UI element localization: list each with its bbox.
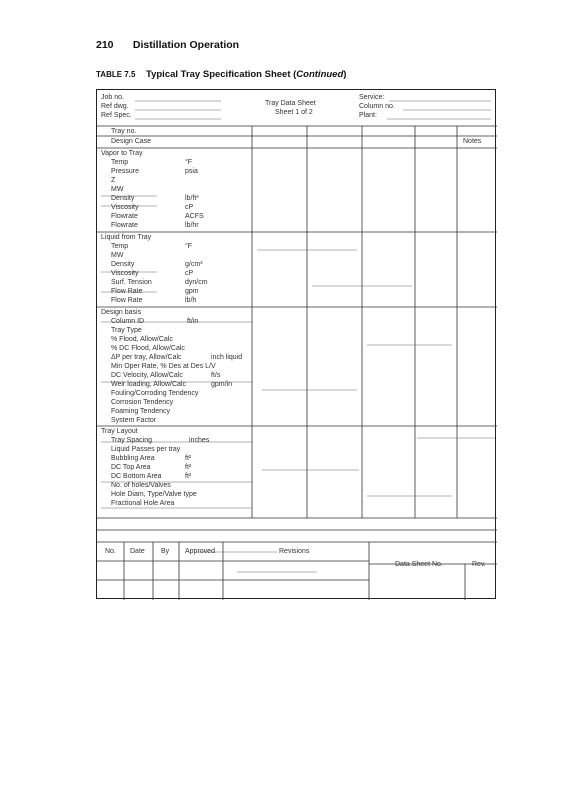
vapor-row-label: Temp: [111, 159, 129, 166]
liquid-row-unit: gpm: [185, 288, 199, 295]
job-no-label: Job no.: [101, 94, 124, 101]
rev-col-date: Date: [130, 548, 145, 555]
design-basis-row-label: System Factor: [111, 417, 157, 424]
rev-col-approved: Approved: [185, 548, 215, 555]
data-sheet-no-label: Data Sheet No.: [395, 561, 443, 568]
table-number: TABLE 7.5: [96, 70, 136, 79]
tray-layout-row-unit: inches: [189, 437, 210, 444]
running-header: [96, 39, 239, 51]
running-title: Distillation Operation: [132, 39, 240, 51]
vapor-row-unit: ACFS: [185, 213, 204, 220]
column-no-label: Column no.: [359, 103, 395, 110]
design-basis-row-label: DC Velocity, Allow/Calc: [111, 372, 183, 379]
vapor-row-label: Density: [111, 195, 135, 202]
sheet-title: Tray Data Sheet: [265, 100, 316, 107]
table-title: Typical Tray Specification Sheet (: [146, 69, 297, 80]
liquid-row-label: Density: [111, 261, 135, 268]
vapor-row-unit: lb/ft³: [185, 195, 199, 202]
tray-layout-row-label: Fractional Hole Area: [111, 500, 175, 507]
tray-layout-row-unit: ft²: [185, 455, 192, 462]
liquid-row-unit: g/cm³: [185, 261, 203, 268]
vapor-row-unit: lb/hr: [185, 222, 199, 229]
design-basis-row-label: Min Oper Rate, % Des at Des L/V: [111, 363, 216, 370]
vapor-row-label: Flowrate: [111, 213, 138, 220]
liquid-row-label: Flow Rate: [111, 297, 143, 304]
tray-layout-row-label: Liquid Passes per tray: [111, 446, 181, 453]
liquid-row-unit: lb/h: [185, 297, 197, 304]
tray-layout-row-label: DC Bottom Area: [111, 473, 162, 480]
liquid-section-title: Liquid from Tray: [101, 234, 152, 241]
vapor-row-label: Z: [111, 177, 116, 184]
rev-col-by: By: [161, 548, 170, 555]
table-title-italic: Continued: [296, 69, 344, 80]
design-case-label: Design Case: [111, 138, 152, 145]
design-basis-row-label: Weir loading, Allow/Calc: [111, 381, 186, 388]
service-label: Service:: [359, 94, 385, 101]
tray-layout-title: Tray Layout: [101, 428, 138, 435]
tray-no-label: Tray no.: [111, 128, 137, 135]
tray-layout-row-label: Bubbling Area: [111, 455, 155, 462]
design-basis-row-label: Corrosion Tendency: [111, 399, 174, 406]
design-basis-row-label: Foaming Tendency: [111, 408, 171, 415]
tray-layout-row-label: No. of holes/Valves: [111, 482, 171, 489]
design-basis-row-label: % Flood, Allow/Calc: [111, 336, 173, 343]
vapor-row-label: Flowrate: [111, 222, 138, 229]
design-basis-row-unit: gpm/in: [211, 381, 233, 388]
vapor-row-unit: °F: [185, 159, 193, 166]
ref-dwg-label: Ref dwg.: [101, 103, 129, 110]
design-basis-row-label: Tray Type: [111, 327, 142, 334]
design-basis-row-unit: ft/in: [187, 318, 199, 325]
vapor-row-label: Viscosity: [111, 204, 139, 211]
liquid-row-label: Flow Rate: [111, 288, 143, 295]
rev-col-no: No.: [105, 548, 116, 555]
vapor-section-title: Vapor to Tray: [101, 150, 143, 157]
vapor-row-label: Pressure: [111, 168, 140, 175]
tray-layout-row-label: Hole Diam, Type/Valve type: [111, 491, 197, 498]
sheet-of: Sheet 1 of 2: [275, 109, 313, 116]
tray-layout-row-unit: ft²: [185, 473, 192, 480]
tray-spec-sheet: [96, 89, 496, 599]
design-basis-row-unit: inch liquid: [211, 354, 243, 361]
ref-spec-label: Ref Spec.: [101, 112, 132, 119]
liquid-row-label: Surf. Tension: [111, 279, 152, 286]
liquid-row-label: MW: [111, 252, 124, 259]
tray-layout-row-unit: ft²: [185, 464, 192, 471]
rev-col-revisions: Revisions: [279, 548, 310, 555]
design-basis-row-label: % DC Flood, Allow/Calc: [111, 345, 185, 352]
design-basis-row-label: Column ID: [111, 318, 145, 325]
design-basis-title: Design basis: [101, 309, 142, 316]
plant-label: Plant:: [359, 112, 377, 119]
notes-label: Notes: [463, 138, 482, 145]
liquid-row-unit: dyn/cm: [185, 279, 208, 286]
design-basis-row-unit: ft/s: [211, 372, 221, 379]
liquid-row-label: Viscosity: [111, 270, 139, 277]
liquid-row-label: Temp: [111, 243, 129, 250]
tray-layout-row-label: Tray Spacing: [111, 437, 152, 444]
design-basis-row-label: ΔP per tray, Allow/Calc: [111, 354, 182, 361]
vapor-row-unit: cP: [185, 204, 194, 211]
rev-label: Rev.: [472, 561, 486, 568]
table-caption: [96, 69, 346, 80]
vapor-row-unit: psia: [185, 168, 198, 175]
vapor-row-label: MW: [111, 186, 124, 193]
design-basis-row-label: Fouling/Corroding Tendency: [111, 390, 199, 397]
tray-layout-row-label: DC Top Area: [111, 464, 151, 471]
liquid-row-unit: °F: [185, 243, 193, 250]
page-number: 210: [96, 39, 114, 51]
liquid-row-unit: cP: [185, 270, 194, 277]
table-title-end: ): [343, 69, 347, 80]
